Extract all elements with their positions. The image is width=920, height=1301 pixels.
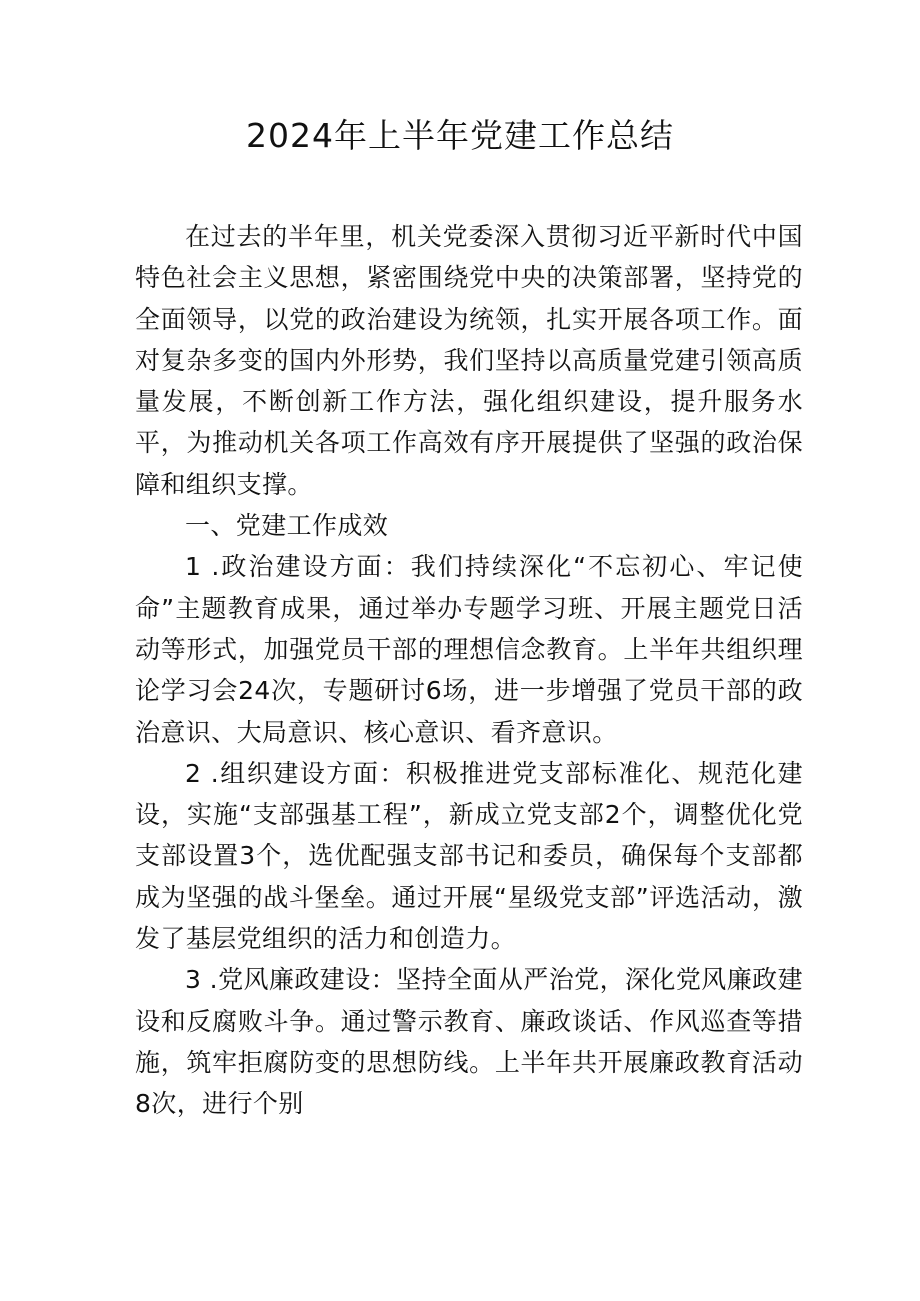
document-body: [135, 216, 803, 1125]
intro-paragraph: 在过去的半年里，机关党委深入贯彻习近平新时代中国特色社会主义思想，紧密围绕党中央的决策部署，坚持党的全面领导，以党的政治建设为统领，扎实开展各项工作。面对复杂多变的国内外形势，我们坚持以高质量党建引领高质量发展，不断创新工作方法，强化组织建设，提升服务水平，为推动机关各项工作高效有序开展提供了坚强的政治保障和组织支撑。: [135, 222, 803, 499]
section-heading: 一、党建工作成效: [185, 511, 389, 541]
item-political-paragraph: 1 .政治建设方面：我们持续深化“不忘初心、牢记使命”主题教育成果，通过举办专题学习班、开展主题党日活动等形式，加强党员干部的理想信念教育。上半年共组织理论学习会24次，专题研讨6场，进一步增强了党员干部的政治意识、大局意识、核心意识、看齐意识。: [135, 552, 803, 747]
document-title: 2024年上半年党建工作总结: [246, 116, 674, 155]
item-organization-paragraph: 2 .组织建设方面：积极推进党支部标准化、规范化建设，实施“支部强基工程”，新成立党支部2个，调整优化党支部设置3个，选优配强支部书记和委员，确保每个支部都成为坚强的战斗堡垒。通过开展“星级党支部”评选活动，激发了基层党组织的活力和创造力。: [135, 758, 803, 954]
item-integrity-paragraph: 3 .党风廉政建设：坚持全面从严治党，深化党风廉政建设和反腐败斗争。通过警示教育、廉政谈话、作风巡查等措施，筑牢拒腐防变的思想防线。上半年共开展廉政教育活动8次，进行个别: [135, 965, 803, 1119]
